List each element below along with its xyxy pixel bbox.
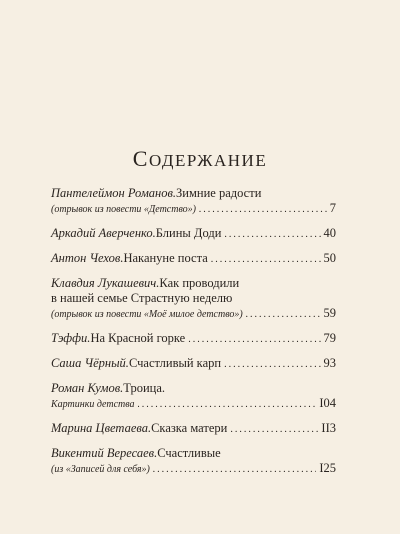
toc-author: Клавдия Лукашевич. — [51, 276, 160, 290]
toc-entry-subtitle-line — [51, 201, 336, 217]
toc-entry-subtitle-line — [51, 396, 336, 412]
toc-title: Счастливый карп — [128, 356, 222, 370]
toc-title: (отрывок из повести «Моё милое детство») — [51, 309, 243, 320]
toc-author: Марина Цветаева. — [51, 421, 152, 435]
toc-page-number: 93 — [323, 356, 336, 370]
dot-leader — [246, 308, 321, 322]
toc-page-number: 40 — [323, 226, 336, 240]
toc-title: Блины Доди — [155, 226, 222, 240]
toc-entry-line — [51, 251, 336, 267]
toc-author: Тэффи. — [51, 331, 91, 345]
toc-entry[interactable] — [51, 446, 336, 477]
toc-title: Картинки детства — [51, 399, 135, 410]
toc-entry-line — [51, 356, 336, 372]
toc-author: Антон Чехов. — [51, 251, 124, 265]
toc-author: Пантелеймон Романов. — [51, 186, 177, 200]
toc-entry[interactable] — [51, 381, 336, 412]
dot-leader — [224, 227, 320, 242]
toc-entry-line — [51, 276, 336, 291]
toc-entry-line — [51, 381, 336, 396]
toc-page-number: 59 — [323, 306, 336, 320]
toc-title: На Красной горке — [90, 331, 186, 345]
toc-entry-subtitle-line — [51, 461, 336, 477]
dot-leader — [224, 357, 320, 372]
toc-entry[interactable] — [51, 276, 336, 322]
toc-title: (из «Записей для себя») — [51, 464, 150, 475]
dot-leader — [188, 332, 320, 347]
toc-entry-line — [51, 226, 336, 242]
toc-entry-subtitle-line — [51, 306, 336, 322]
toc-page-number: 79 — [323, 331, 336, 345]
dot-leader — [230, 422, 318, 437]
toc-author: Аркадий Аверченко. — [51, 226, 156, 240]
title-initial: С — [132, 146, 149, 171]
toc-entry[interactable] — [51, 226, 336, 242]
toc-title: Как проводили — [159, 276, 240, 290]
toc-title: (отрывок из повести «Детство») — [51, 204, 197, 215]
toc-page-number: II3 — [321, 421, 336, 435]
toc-title: Сказка матери — [151, 421, 228, 435]
toc-entry-line — [51, 331, 336, 347]
toc-entry[interactable] — [51, 356, 336, 372]
dot-leader — [138, 398, 317, 412]
toc-author: Саша Чёрный. — [51, 356, 129, 370]
title-rest: ОДЕРЖАНИЕ — [148, 151, 268, 170]
toc-page-number: 50 — [323, 251, 336, 265]
page-title — [0, 146, 400, 172]
toc-title: в нашей семье Страстную неделю — [51, 291, 233, 305]
toc-entry[interactable] — [51, 251, 336, 267]
dot-leader — [199, 203, 327, 217]
toc-page-number: I25 — [319, 461, 336, 475]
toc-entry-line — [51, 186, 336, 201]
toc-entry-line — [51, 291, 336, 306]
dot-leader — [211, 252, 321, 267]
toc-page-number: 7 — [329, 201, 336, 215]
table-of-contents — [51, 186, 336, 486]
toc-title: Накануне поста — [123, 251, 208, 265]
toc-title: Счастливые — [157, 446, 221, 460]
toc-title: Зимние радости — [176, 186, 262, 200]
toc-title: Троица. — [123, 381, 166, 395]
toc-entry-line — [51, 446, 336, 461]
dot-leader — [153, 463, 316, 477]
toc-author: Викентий Вересаев. — [51, 446, 158, 460]
toc-entry[interactable] — [51, 331, 336, 347]
toc-author: Роман Кумов. — [51, 381, 124, 395]
toc-page-number: I04 — [319, 396, 336, 410]
toc-entry[interactable] — [51, 186, 336, 217]
toc-entry[interactable] — [51, 421, 336, 437]
toc-entry-line — [51, 421, 336, 437]
